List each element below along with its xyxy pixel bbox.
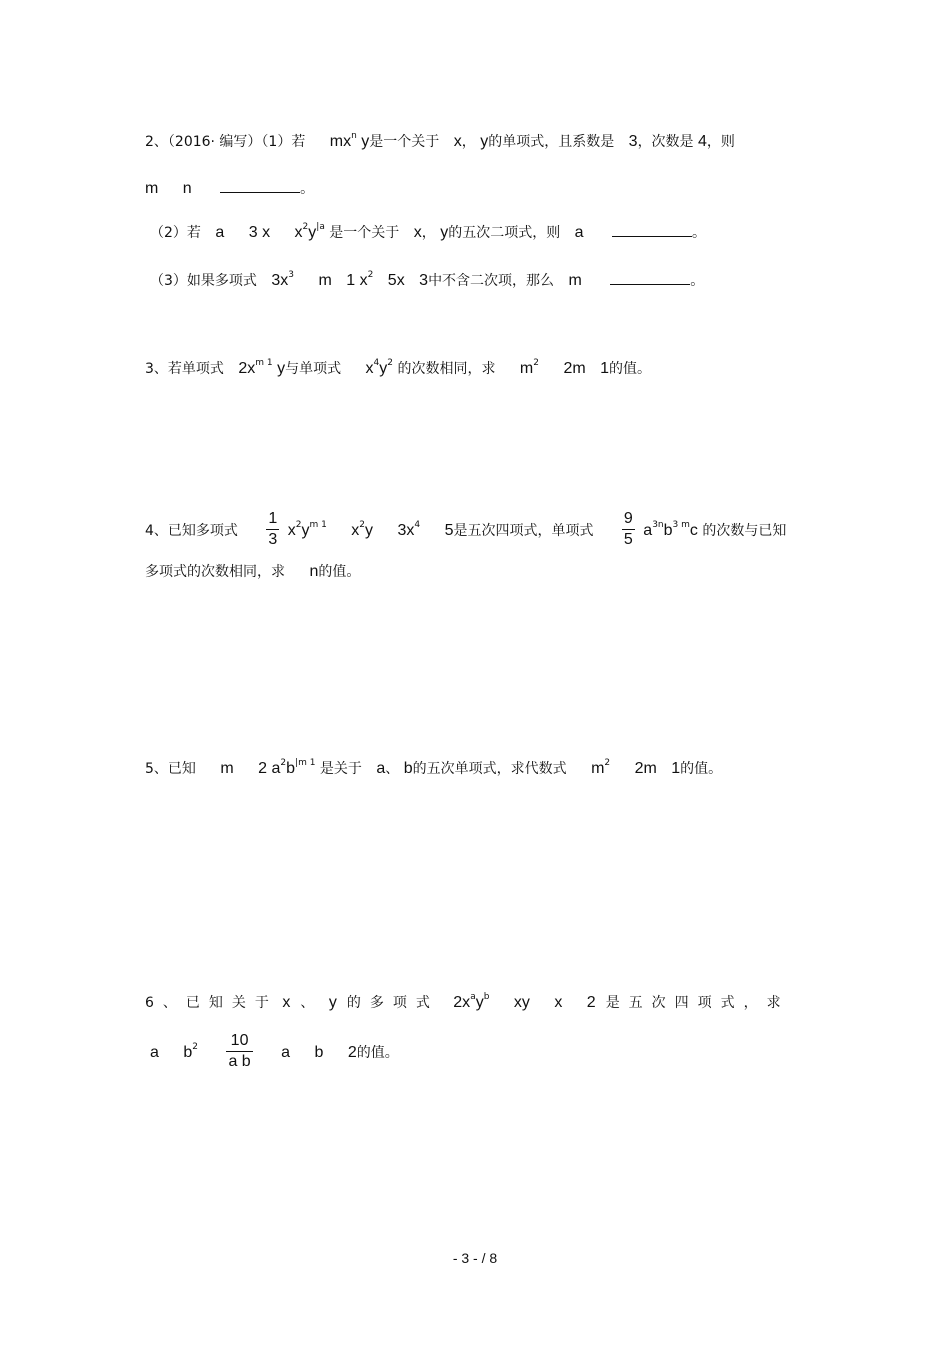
q2-part3 xyxy=(150,270,704,293)
q2-text: 的五次二项式，则 xyxy=(448,225,561,241)
q4-fraction xyxy=(266,509,279,550)
q2-part3-label: （3）如果多项式 xyxy=(150,273,257,289)
q3-var: m xyxy=(519,360,534,377)
q5-sup: 2 xyxy=(604,758,611,768)
q4-text: 的值。 xyxy=(318,564,361,580)
q6-sep: 、 xyxy=(300,995,315,1011)
q4-var: a xyxy=(643,522,653,539)
q4-var: x xyxy=(351,522,360,539)
q3-sup: 2 xyxy=(533,358,539,368)
q5-var: m xyxy=(220,760,234,777)
q6-text: 的多项式 xyxy=(346,995,439,1011)
q5-sup: |m 1 xyxy=(295,758,316,768)
q4-term: 3x xyxy=(397,522,415,539)
q2-number: 2、（2016· 编写）（1）若 xyxy=(145,134,306,150)
q4-text: 多项式的次数相同，求 xyxy=(145,564,285,580)
answer-blank[interactable] xyxy=(220,178,300,193)
q4-line1 xyxy=(145,508,786,556)
q5-text: 的五次单项式，求代数式 xyxy=(412,761,567,777)
page-number: - 3 - / 8 xyxy=(452,1250,498,1266)
q3-sup: m 1 xyxy=(255,358,273,368)
q5-sep: 、 xyxy=(385,761,400,777)
q2-num: 3 xyxy=(419,272,429,289)
q2-end: 。 xyxy=(690,273,705,289)
fraction-denominator: 5 xyxy=(623,530,633,548)
q3-var: x xyxy=(365,360,374,377)
answer-blank[interactable] xyxy=(610,270,690,285)
q6-term: 2x xyxy=(453,994,471,1011)
q2-var: x xyxy=(453,133,462,150)
q3-text: 的值。 xyxy=(609,361,652,377)
q3-var: y xyxy=(379,360,388,377)
q3-sup: 2 xyxy=(387,358,394,368)
answer-blank[interactable] xyxy=(612,222,692,237)
q2-var: m xyxy=(568,272,582,289)
q2-var: y xyxy=(308,224,317,241)
q6-var: a xyxy=(150,1044,159,1061)
q2-num: 3 xyxy=(628,133,638,150)
q2-var: n xyxy=(182,180,192,197)
q2-num: 4 xyxy=(698,133,707,150)
q5-sup: 2 xyxy=(280,758,287,768)
q2-sup: n xyxy=(351,131,357,141)
q2-line2 xyxy=(145,178,314,199)
q2-expr-y: y xyxy=(361,133,370,150)
q3-num: 1 xyxy=(600,360,610,377)
q5-text: 是关于 xyxy=(319,761,362,777)
q4-sup: m 1 xyxy=(309,520,327,530)
q4-fraction2 xyxy=(622,509,635,550)
q5-term: 2m xyxy=(634,760,657,777)
q4-number: 4、已知多项式 xyxy=(145,523,238,539)
q5-var: a xyxy=(376,760,386,777)
q6-var: y xyxy=(475,994,484,1011)
q4-num: 5 xyxy=(444,522,454,539)
q2-var: x xyxy=(413,224,422,241)
q2-term: 5x xyxy=(387,272,405,289)
q6-text: 是五次四项式，求 xyxy=(605,995,790,1011)
q4-text: 是五次四项式，单项式 xyxy=(453,523,594,539)
q2-sup: |a xyxy=(316,222,325,232)
fraction-denominator: 3 xyxy=(268,530,278,548)
q4-sup: 3n xyxy=(652,520,664,530)
q6-num: 2 xyxy=(347,1044,357,1061)
q2-var: x xyxy=(294,224,303,241)
q2-part2 xyxy=(150,222,706,245)
q3-line xyxy=(145,359,651,381)
q2-var: x xyxy=(359,272,368,289)
q3-term: 2x xyxy=(238,360,256,377)
q5-term: 2 a xyxy=(258,760,281,777)
q2-part2-label: （2）若 xyxy=(150,225,201,241)
q4-sup: 2 xyxy=(359,520,366,530)
q4-var: n xyxy=(309,563,319,580)
q2-comma: ， xyxy=(421,225,436,241)
fraction-numerator: 10 xyxy=(226,1031,252,1052)
q2-text: ，次数是 xyxy=(637,134,694,150)
q3-text: 与单项式 xyxy=(285,361,342,377)
q4-var: b xyxy=(663,522,673,539)
q6-sup: a xyxy=(470,992,476,1002)
q2-end: 。 xyxy=(300,181,315,197)
q2-text: 中不含二次项，那么 xyxy=(428,273,555,289)
q3-var: y xyxy=(277,360,286,377)
q5-var: b xyxy=(403,760,413,777)
q5-var: m xyxy=(591,760,605,777)
q6-sup: 2 xyxy=(192,1042,198,1052)
q4-var: y xyxy=(365,522,374,539)
q2-text: 是一个关于 xyxy=(369,134,440,150)
q2-text: ，则 xyxy=(706,134,735,150)
q6-var: b xyxy=(314,1044,324,1061)
q2-var: m xyxy=(145,180,159,197)
q2-var: a xyxy=(574,224,584,241)
q2-expr: mx xyxy=(329,133,352,150)
q5-text: 的值。 xyxy=(680,761,723,777)
q2-line1 xyxy=(145,132,735,154)
q2-text: 是一个关于 xyxy=(329,225,400,241)
q2-num: 1 xyxy=(346,272,356,289)
q4-var: c xyxy=(689,522,698,539)
q2-var: y xyxy=(440,224,449,241)
q6-var: x xyxy=(282,994,291,1011)
q6-sup: b xyxy=(483,992,490,1002)
q4-sup: 4 xyxy=(414,520,421,530)
q4-var: x xyxy=(287,522,296,539)
q4-sup: 3 m xyxy=(672,520,690,530)
q6-fraction xyxy=(226,1031,252,1072)
q2-term: 3x xyxy=(271,272,289,289)
q6-var: a xyxy=(281,1044,291,1061)
q2-comma: ， xyxy=(461,134,476,150)
fraction-denominator: a b xyxy=(228,1052,251,1070)
q2-end: 。 xyxy=(692,225,707,241)
q5-var: b xyxy=(286,760,296,777)
q3-term: 2m xyxy=(563,360,586,377)
q4-text: 的次数与已知 xyxy=(702,523,787,539)
q3-number: 3、若单项式 xyxy=(145,361,224,377)
q2-var: m xyxy=(318,272,332,289)
q2-num: 3 xyxy=(248,224,258,241)
q6-line2 xyxy=(150,1030,399,1078)
q4-sup: 2 xyxy=(295,520,302,530)
q6-end: 的值。 xyxy=(356,1045,399,1061)
fraction-numerator: 9 xyxy=(622,509,635,530)
q6-var: b xyxy=(183,1044,193,1061)
q6-term: xy xyxy=(513,994,530,1011)
q5-number: 5、已知 xyxy=(145,761,196,777)
q2-sup: 2 xyxy=(302,222,309,232)
q5-num: 1 xyxy=(671,760,681,777)
fraction-numerator: 1 xyxy=(266,509,279,530)
q5-line xyxy=(145,759,722,781)
q3-text: 的次数相同，求 xyxy=(397,361,496,377)
q2-sup: 3 xyxy=(288,270,295,280)
q2-var: x xyxy=(262,224,271,241)
q2-var: y xyxy=(480,133,489,150)
q3-sup: 4 xyxy=(373,358,380,368)
q6-var: x xyxy=(554,994,563,1011)
q2-text: 的单项式，且系数是 xyxy=(488,134,615,150)
q4-line2 xyxy=(145,562,360,582)
q6-var: y xyxy=(328,994,337,1011)
q6-line1 xyxy=(145,993,790,1015)
q4-var: y xyxy=(301,522,310,539)
q6-number: 6、已知关于 xyxy=(145,995,278,1011)
q6-num: 2 xyxy=(586,994,596,1011)
q2-var: a xyxy=(215,224,225,241)
q2-sup: 2 xyxy=(367,270,374,280)
